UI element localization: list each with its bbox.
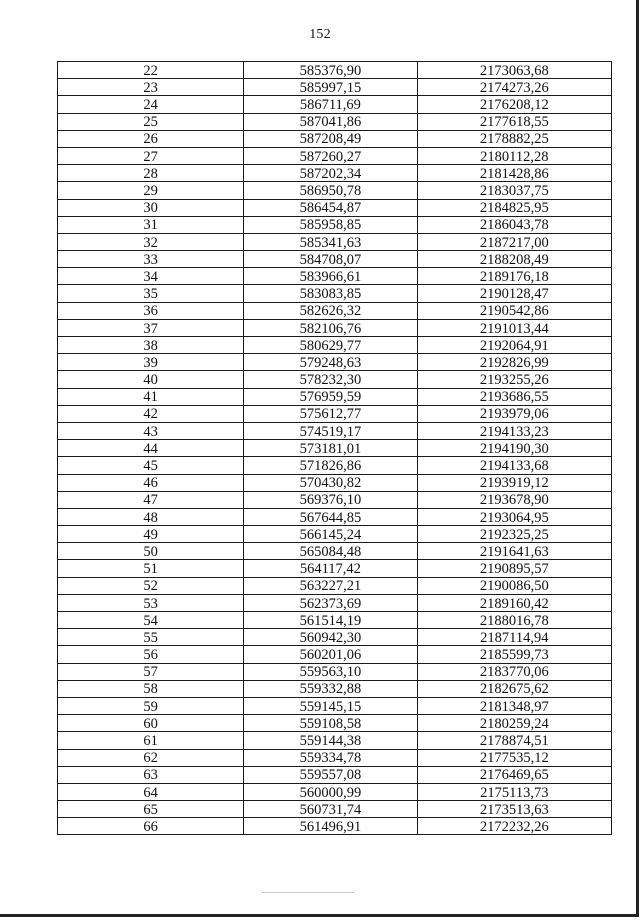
table-row [58,96,612,113]
x-coordinate-cell: 585376,90 [244,62,417,79]
x-coordinate-cell: 566145,24 [244,526,417,543]
table-row [58,182,612,199]
table-row [58,251,612,268]
x-coordinate-cell: 564117,42 [244,560,417,577]
y-coordinate-cell: 2187114,94 [417,629,611,646]
y-coordinate-cell: 2189176,18 [417,268,611,285]
y-coordinate-cell: 2189160,42 [417,594,611,611]
y-coordinate-cell: 2192826,99 [417,354,611,371]
y-coordinate-cell: 2193979,06 [417,405,611,422]
point-number-cell: 59 [58,697,244,714]
y-coordinate-cell: 2194190,30 [417,440,611,457]
x-coordinate-cell: 570430,82 [244,474,417,491]
table-row [58,749,612,766]
point-number-cell: 43 [58,422,244,439]
x-coordinate-cell: 582626,32 [244,302,417,319]
y-coordinate-cell: 2172232,26 [417,818,611,835]
y-coordinate-cell: 2193678,90 [417,491,611,508]
point-number-cell: 64 [58,783,244,800]
table-row [58,663,612,680]
point-number-cell: 22 [58,62,244,79]
point-number-cell: 30 [58,199,244,216]
table-row [58,422,612,439]
y-coordinate-cell: 2173513,63 [417,801,611,818]
x-coordinate-cell: 587202,34 [244,165,417,182]
x-coordinate-cell: 560201,06 [244,646,417,663]
table-row [58,646,612,663]
x-coordinate-cell: 582106,76 [244,319,417,336]
x-coordinate-cell: 583083,85 [244,285,417,302]
table-row [58,165,612,182]
table-row [58,337,612,354]
point-number-cell: 49 [58,526,244,543]
x-coordinate-cell: 563227,21 [244,577,417,594]
x-coordinate-cell: 569376,10 [244,491,417,508]
point-number-cell: 28 [58,165,244,182]
table-row [58,543,612,560]
point-number-cell: 57 [58,663,244,680]
y-coordinate-cell: 2186043,78 [417,216,611,233]
table-row [58,62,612,79]
point-number-cell: 52 [58,577,244,594]
table-row [58,732,612,749]
y-coordinate-cell: 2193064,95 [417,508,611,525]
y-coordinate-cell: 2192064,91 [417,337,611,354]
x-coordinate-cell: 587041,86 [244,113,417,130]
point-number-cell: 41 [58,388,244,405]
table-row [58,354,612,371]
point-number-cell: 48 [58,508,244,525]
point-number-cell: 27 [58,147,244,164]
x-coordinate-cell: 584708,07 [244,251,417,268]
y-coordinate-cell: 2190128,47 [417,285,611,302]
x-coordinate-cell: 586711,69 [244,96,417,113]
point-number-cell: 35 [58,285,244,302]
table-row [58,801,612,818]
table-row [58,319,612,336]
x-coordinate-cell: 559108,58 [244,715,417,732]
table-row [58,526,612,543]
x-coordinate-cell: 560731,74 [244,801,417,818]
y-coordinate-cell: 2190895,57 [417,560,611,577]
x-coordinate-cell: 586950,78 [244,182,417,199]
table-row [58,285,612,302]
point-number-cell: 51 [58,560,244,577]
table-row [58,594,612,611]
table-row [58,199,612,216]
y-coordinate-cell: 2181428,86 [417,165,611,182]
y-coordinate-cell: 2183770,06 [417,663,611,680]
point-number-cell: 33 [58,251,244,268]
table-row [58,818,612,835]
y-coordinate-cell: 2194133,68 [417,457,611,474]
point-number-cell: 63 [58,766,244,783]
y-coordinate-cell: 2188016,78 [417,612,611,629]
x-coordinate-cell: 587208,49 [244,130,417,147]
point-number-cell: 42 [58,405,244,422]
y-coordinate-cell: 2182675,62 [417,680,611,697]
point-number-cell: 32 [58,233,244,250]
x-coordinate-cell: 559334,78 [244,749,417,766]
y-coordinate-cell: 2178882,25 [417,130,611,147]
point-number-cell: 44 [58,440,244,457]
table-row [58,130,612,147]
table-row [58,147,612,164]
x-coordinate-cell: 559144,38 [244,732,417,749]
y-coordinate-cell: 2192325,25 [417,526,611,543]
x-coordinate-cell: 578232,30 [244,371,417,388]
x-coordinate-cell: 561496,91 [244,818,417,835]
point-number-cell: 37 [58,319,244,336]
y-coordinate-cell: 2177535,12 [417,749,611,766]
y-coordinate-cell: 2180112,28 [417,147,611,164]
x-coordinate-cell: 585958,85 [244,216,417,233]
x-coordinate-cell: 562373,69 [244,594,417,611]
x-coordinate-cell: 567644,85 [244,508,417,525]
table-row [58,560,612,577]
point-number-cell: 55 [58,629,244,646]
table-row [58,577,612,594]
point-number-cell: 29 [58,182,244,199]
x-coordinate-cell: 559145,15 [244,697,417,714]
table-row [58,388,612,405]
x-coordinate-cell: 565084,48 [244,543,417,560]
y-coordinate-cell: 2178874,51 [417,732,611,749]
x-coordinate-cell: 573181,01 [244,440,417,457]
table-row [58,508,612,525]
y-coordinate-cell: 2191013,44 [417,319,611,336]
table-row [58,216,612,233]
table-row [58,113,612,130]
point-number-cell: 24 [58,96,244,113]
x-coordinate-cell: 585341,63 [244,233,417,250]
table-row [58,405,612,422]
x-coordinate-cell: 559557,08 [244,766,417,783]
point-number-cell: 34 [58,268,244,285]
y-coordinate-cell: 2180259,24 [417,715,611,732]
point-number-cell: 61 [58,732,244,749]
point-number-cell: 58 [58,680,244,697]
y-coordinate-cell: 2193919,12 [417,474,611,491]
table-row [58,612,612,629]
table-row [58,371,612,388]
point-number-cell: 66 [58,818,244,835]
point-number-cell: 38 [58,337,244,354]
x-coordinate-cell: 576959,59 [244,388,417,405]
table-row [58,79,612,96]
y-coordinate-cell: 2176469,65 [417,766,611,783]
y-coordinate-cell: 2174273,26 [417,79,611,96]
point-number-cell: 23 [58,79,244,96]
point-number-cell: 50 [58,543,244,560]
point-number-cell: 36 [58,302,244,319]
table-row [58,715,612,732]
bottom-rule [262,892,354,893]
y-coordinate-cell: 2190542,86 [417,302,611,319]
x-coordinate-cell: 575612,77 [244,405,417,422]
table-row [58,766,612,783]
x-coordinate-cell: 586454,87 [244,199,417,216]
table-row [58,440,612,457]
table-row [58,302,612,319]
table-body [58,62,612,835]
y-coordinate-cell: 2184825,95 [417,199,611,216]
point-number-cell: 40 [58,371,244,388]
y-coordinate-cell: 2177618,55 [417,113,611,130]
point-number-cell: 25 [58,113,244,130]
x-coordinate-cell: 560000,99 [244,783,417,800]
x-coordinate-cell: 571826,86 [244,457,417,474]
x-coordinate-cell: 560942,30 [244,629,417,646]
table-row [58,268,612,285]
point-number-cell: 60 [58,715,244,732]
y-coordinate-cell: 2176208,12 [417,96,611,113]
point-number-cell: 47 [58,491,244,508]
page-number: 152 [309,27,331,42]
table-row [58,783,612,800]
y-coordinate-cell: 2181348,97 [417,697,611,714]
y-coordinate-cell: 2193255,26 [417,371,611,388]
point-number-cell: 53 [58,594,244,611]
table-row [58,491,612,508]
y-coordinate-cell: 2185599,73 [417,646,611,663]
point-number-cell: 54 [58,612,244,629]
y-coordinate-cell: 2187217,00 [417,233,611,250]
point-number-cell: 62 [58,749,244,766]
y-coordinate-cell: 2190086,50 [417,577,611,594]
table-row [58,680,612,697]
table-row [58,233,612,250]
x-coordinate-cell: 561514,19 [244,612,417,629]
x-coordinate-cell: 583966,61 [244,268,417,285]
y-coordinate-cell: 2173063,68 [417,62,611,79]
x-coordinate-cell: 587260,27 [244,147,417,164]
x-coordinate-cell: 559332,88 [244,680,417,697]
x-coordinate-cell: 559563,10 [244,663,417,680]
point-number-cell: 31 [58,216,244,233]
x-coordinate-cell: 574519,17 [244,422,417,439]
point-number-cell: 39 [58,354,244,371]
x-coordinate-cell: 585997,15 [244,79,417,96]
point-number-cell: 65 [58,801,244,818]
coordinates-table [57,61,612,835]
point-number-cell: 56 [58,646,244,663]
table-row [58,629,612,646]
y-coordinate-cell: 2191641,63 [417,543,611,560]
point-number-cell: 46 [58,474,244,491]
y-coordinate-cell: 2193686,55 [417,388,611,405]
y-coordinate-cell: 2194133,23 [417,422,611,439]
x-coordinate-cell: 579248,63 [244,354,417,371]
point-number-cell: 45 [58,457,244,474]
x-coordinate-cell: 580629,77 [244,337,417,354]
table-row [58,474,612,491]
point-number-cell: 26 [58,130,244,147]
table-row [58,697,612,714]
y-coordinate-cell: 2175113,73 [417,783,611,800]
y-coordinate-cell: 2188208,49 [417,251,611,268]
table-row [58,457,612,474]
y-coordinate-cell: 2183037,75 [417,182,611,199]
